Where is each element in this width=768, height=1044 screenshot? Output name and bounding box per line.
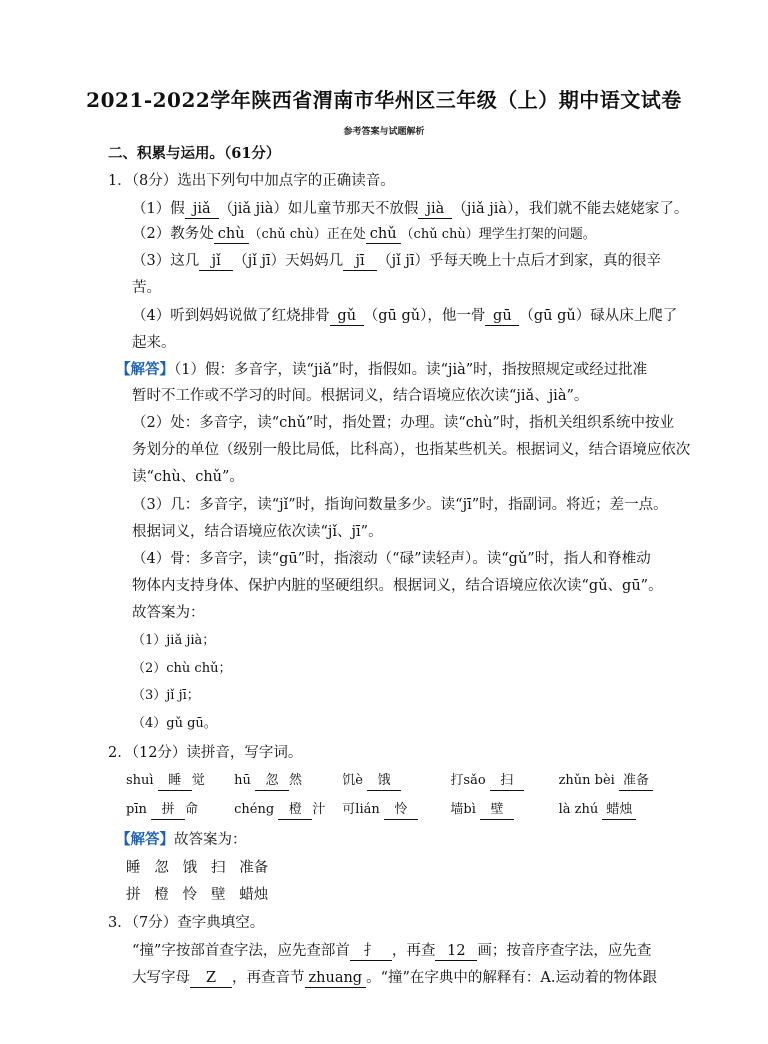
pinyin-cell: pīn 拼 命: [126, 800, 230, 820]
answer-blank: 睡: [158, 772, 192, 791]
q2-answer-2: 拼 橙 怜 壁 蜡烛: [126, 887, 269, 903]
q1-sentence-3-cont: 苦。: [132, 280, 161, 296]
answer-blank: gū: [485, 307, 519, 326]
q1-explain-4a: （4）骨：多音字，读“gū”时，指滚动（“碌”读轻声）。读“gǔ”时，指人和脊椎动: [132, 551, 651, 567]
pinyin-cell: 可lián 怜: [342, 800, 446, 820]
q1-explain-2b: 务划分的单位（级别一般比局低，比科高），也指某些机关。根据词义，结合语境应依次: [132, 442, 691, 458]
q1-explain-3b: 根据词义，结合语境应依次读“jǐ、jī”。: [132, 524, 383, 540]
page-subtitle: 参考答案与试题解析: [343, 127, 425, 137]
answer-blank: 扫: [490, 772, 524, 791]
answer-blank: chǔ: [366, 225, 401, 244]
q1-heading: 1．（8分）选出下列句中加点字的正确读音。: [108, 173, 395, 189]
q3-line-2: 大写字母 Z ，再查音节 zhuang 。“撞”在字典中的解释有：A.运动着的物体跟: [132, 970, 657, 986]
answer-blank: jī: [343, 252, 377, 271]
q2-row-1: [126, 771, 653, 791]
answer-blank: 饿: [367, 772, 401, 791]
q2-row-2: [126, 800, 636, 820]
answer-blank: 橙: [278, 801, 312, 820]
q1-explain-1a: 【解答】（1）假：多音字，读“jiǎ”时，指假如。读“jià”时，指按照规定或经过批准: [116, 361, 648, 378]
answer-tag: 【解答】: [116, 361, 174, 378]
q1-sentence-2: （2）教务处 chù （chǔ chù）正在处 chǔ （chǔ chù）理学生打架的问题。: [132, 226, 596, 242]
q1-explain-4b: 物体内支持身体、保护内脏的坚硬组织。根据词义，结合语境应依次读“gǔ、gū”。: [132, 578, 663, 594]
page-title: 2021-2022学年陕西省渭南市华州区三年级（上）期中语文试卷: [86, 88, 682, 112]
answer-blank: zhuang: [305, 969, 367, 988]
q1-answer-4: （4）gǔ gū。: [132, 716, 217, 731]
q3-heading: 3．（7分）查字典填空。: [108, 915, 265, 931]
pinyin-cell: 打sǎo 扫: [450, 771, 554, 791]
answer-blank: 忽: [255, 772, 289, 791]
q1-sentence-4: （4）听到妈妈说做了红烧排骨 gǔ （gū gǔ），他一骨 gū （gū gǔ）碌从床上爬了: [132, 308, 678, 324]
answer-blank: 扌: [350, 942, 392, 961]
pinyin-cell: chéng 橙 汁: [234, 800, 338, 820]
q2-heading: 2．（12分）读拼音，写字词。: [108, 745, 303, 761]
q1-explain-2a: （2）处：多音字，读“chǔ”时，指处置；办理。读“chù”时，指机关组织系统中按业: [132, 415, 674, 431]
answer-blank: 壁: [480, 801, 514, 820]
q2-explain: 【解答】故答案为：: [116, 831, 247, 848]
answer-blank: gǔ: [330, 307, 364, 326]
answer-blank: 拼: [151, 801, 185, 820]
q1-answer-intro: 故答案为：: [132, 605, 205, 621]
q1-answer-3: （3）jǐ jī；: [132, 688, 200, 703]
answer-tag: 【解答】: [116, 831, 174, 848]
answer-blank: 蜡烛: [602, 801, 636, 820]
section-heading: 二、积累与运用。（61分）: [108, 145, 281, 162]
answer-blank: jià: [418, 200, 452, 219]
pinyin-cell: hū 忽 然: [234, 771, 338, 791]
pinyin-cell: là zhú 蜡烛: [559, 800, 637, 820]
q1-explain-3a: （3）几：多音字，读“jǐ”时，指询问数量多少。读“jī”时，指副词。将近；差一点。: [132, 497, 668, 513]
pinyin-cell: 墙bì 壁: [450, 800, 554, 820]
q1-explain-1b: 暂时不工作或不学习的时间。根据词义，结合语境应依次读“jiǎ、jià”。: [132, 388, 589, 404]
pinyin-cell: shuì 睡 觉: [126, 771, 230, 791]
answer-blank: Z: [190, 969, 232, 988]
q1-explain-2c: 读“chù、chǔ”。: [132, 469, 244, 485]
q3-line-1: “撞”字按部首查字法，应先查部首 扌 ，再查 12 画；按音序查字法，应先查: [132, 943, 652, 959]
answer-blank: jǐ: [199, 252, 233, 271]
answer-blank: chù: [214, 225, 249, 244]
answer-blank: jiǎ: [185, 200, 219, 219]
answer-blank: 怜: [384, 801, 418, 820]
q1-answer-2: （2）chù chǔ；: [132, 661, 232, 676]
pinyin-cell: zhǔn bèi 准备: [559, 771, 653, 791]
q1-sentence-1: （1）假 jiǎ （jiǎ jià）如儿童节那天不放假 jià （jiǎ jià），我们就不能去姥姥家了。: [132, 201, 689, 217]
pinyin-cell: 饥è 饿: [342, 771, 446, 791]
answer-blank: 准备: [619, 772, 653, 791]
answer-blank: 12: [435, 942, 477, 961]
q1-sentence-4-cont: 起来。: [132, 335, 176, 351]
q1-answer-1: （1）jiǎ jià；: [132, 633, 216, 648]
q1-sentence-3: （3）这几 jǐ （jǐ jī）天妈妈几 jī （jǐ jī）乎每天晚上十点后才到家，真的很辛: [132, 253, 661, 269]
q2-answer-1: 睡 忽 饿 扫 准备: [126, 860, 269, 876]
